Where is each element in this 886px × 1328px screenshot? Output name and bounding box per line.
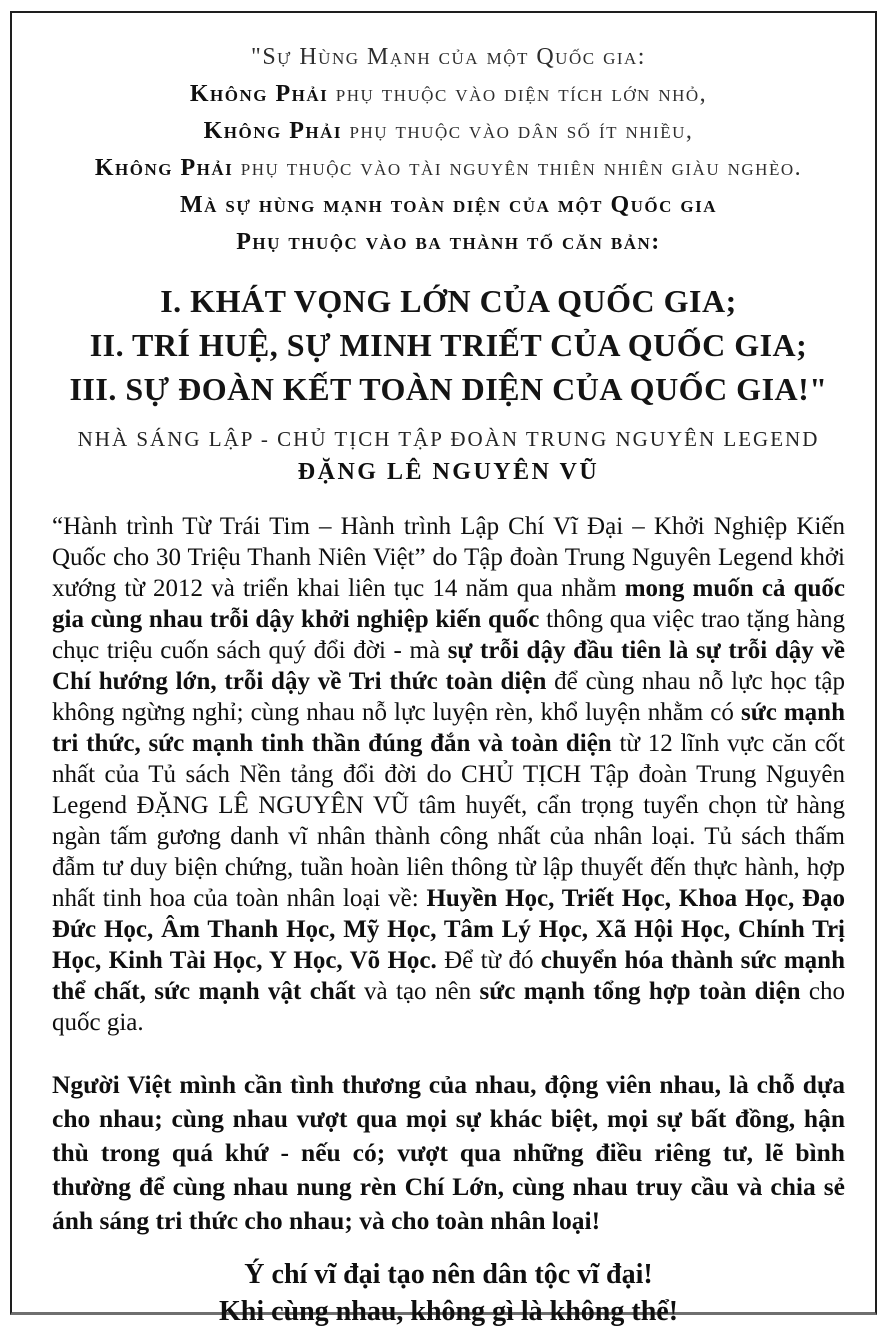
bold-text-segment: sức mạnh tri thức, sức mạnh tinh thần đúng đắn và toàn diện bbox=[52, 699, 845, 757]
text-segment: "Sự Hùng Mạnh của một Quốc gia: bbox=[251, 44, 646, 70]
pillar-heading-line: II. TRÍ HUỆ, SỰ MINH TRIẾT CỦA QUỐC GIA; bbox=[89, 327, 808, 363]
text-segment: phụ thuộc vào diện tích lớn nhỏ, bbox=[328, 81, 708, 107]
attribution-block bbox=[52, 425, 845, 487]
text-segment: phụ thuộc vào dân số ít nhiều, bbox=[342, 118, 694, 144]
bold-text-segment: Huyền Học, Triết Học, Khoa Học, Đạo Đức Học, Âm Thanh Học, Mỹ Học, Tâm Lý Học, Xã Hội Học, Chính Trị Học, Kinh Tài Học, Y Học, Võ Học. bbox=[52, 885, 846, 974]
page-border-frame bbox=[10, 11, 877, 1327]
closing-line: Ý chí vĩ đại tạo nên dân tộc vĩ đại! bbox=[244, 1259, 653, 1290]
quote-line bbox=[52, 224, 845, 261]
bold-text-segment: Không Phải bbox=[189, 81, 329, 107]
bold-text-segment: Không Phải bbox=[203, 118, 342, 144]
quote-line bbox=[52, 150, 845, 187]
bold-text-segment: Mà sự hùng mạnh toàn diện của một Quốc gia bbox=[179, 192, 718, 218]
bold-text-segment: Phụ thuộc vào ba thành tố căn bản: bbox=[236, 229, 661, 255]
quote-line bbox=[52, 187, 845, 224]
quote-line bbox=[52, 113, 845, 150]
text-segment: phụ thuộc vào tài nguyên thiên nhiên giàu nghèo. bbox=[233, 155, 803, 181]
bold-text-segment: chuyển hóa thành sức mạnh thể chất, sức mạnh vật chất bbox=[52, 947, 845, 1005]
pillars-heading-block bbox=[52, 279, 845, 411]
quote-line bbox=[52, 76, 845, 113]
text-segment: cho quốc gia. bbox=[52, 978, 846, 1036]
text-segment: từ 12 lĩnh vực căn cốt nhất của Tủ sách Nền tảng đổi đời do CHỦ TỊCH Tập đoàn Trung Nguyên Legend ĐẶNG LÊ NGUYÊN VŨ tâm huyết, cẩn trọng tuyển chọn từ hàng ngàn tấm gương danh vĩ nhân thành công nhất của nhân loại. Tủ sách thấm đẫm tư duy biện chứng, tuần hoàn liên thông từ lập thuyết đến thực hành, hợp nhất tinh hoa của toàn nhân loại về: bbox=[52, 730, 845, 912]
attribution-name: ĐẶNG LÊ NGUYÊN VŨ bbox=[297, 459, 600, 485]
text-segment: thông qua việc trao tặng hàng chục triệu cuốn sách quý đổi đời - mà bbox=[52, 606, 846, 664]
bold-text-segment: Người Việt mình cần tình thương của nhau, động viên nhau, là chỗ dựa cho nhau; cùng nhau vượt qua mọi sự khác biệt, mọi sự bất đồng, hận thù trong quá khứ - nếu có; vượt qua những điều riêng tư, lẽ bình thường để cùng nhau nung rèn Chí Lớn, cùng nhau truy cầu và chia sẻ ánh sáng tri thức cho nhau; và cho toàn nhân loại! bbox=[52, 1070, 845, 1235]
bold-text-segment: mong muốn cả quốc gia cùng nhau trỗi dậy khởi nghiệp kiến quốc bbox=[52, 575, 845, 633]
text-segment: và tạo nên bbox=[355, 978, 480, 1005]
pillar-heading-line: III. SỰ ĐOÀN KẾT TOÀN DIỆN CỦA QUỐC GIA!" bbox=[69, 371, 828, 407]
quote-line bbox=[52, 39, 845, 76]
text-segment: để cùng nhau nỗ lực học tập không ngừng nghỉ; cùng nhau nỗ lực luyện rèn, khổ luyện nhằm có bbox=[52, 668, 845, 726]
bold-text-segment: sức mạnh tổng hợp toàn diện bbox=[479, 978, 801, 1005]
opening-quote-block bbox=[52, 39, 845, 261]
body-paragraph-2 bbox=[52, 1068, 845, 1238]
text-segment: Để từ đó bbox=[436, 947, 541, 974]
closing-lines-block bbox=[52, 1256, 845, 1328]
closing-line: Khi cùng nhau, không gì là không thể! bbox=[218, 1296, 679, 1327]
page-content bbox=[12, 13, 875, 1327]
bold-text-segment: Không Phải bbox=[94, 155, 234, 181]
body-paragraph-1 bbox=[52, 511, 845, 1038]
bold-text-segment: sự trỗi dậy đầu tiên là sự trỗi dậy về Chí hướng lớn, trỗi dậy về Tri thức toàn diện bbox=[52, 637, 845, 695]
attribution-title: NHÀ SÁNG LẬP - CHỦ TỊCH TẬP ĐOÀN TRUNG NGUYÊN LEGEND bbox=[77, 427, 820, 451]
text-segment: “Hành trình Từ Trái Tim – Hành trình Lập Chí Vĩ Đại – Khởi Nghiệp Kiến Quốc cho 30 Triệu Thanh Niên Việt” do Tập đoàn Trung Nguyên Legend khởi xướng từ 2012 và triển khai liên tục 14 năm qua nhằm bbox=[52, 513, 845, 602]
pillar-heading-line: I. KHÁT VỌNG LỚN CỦA QUỐC GIA; bbox=[160, 283, 737, 319]
